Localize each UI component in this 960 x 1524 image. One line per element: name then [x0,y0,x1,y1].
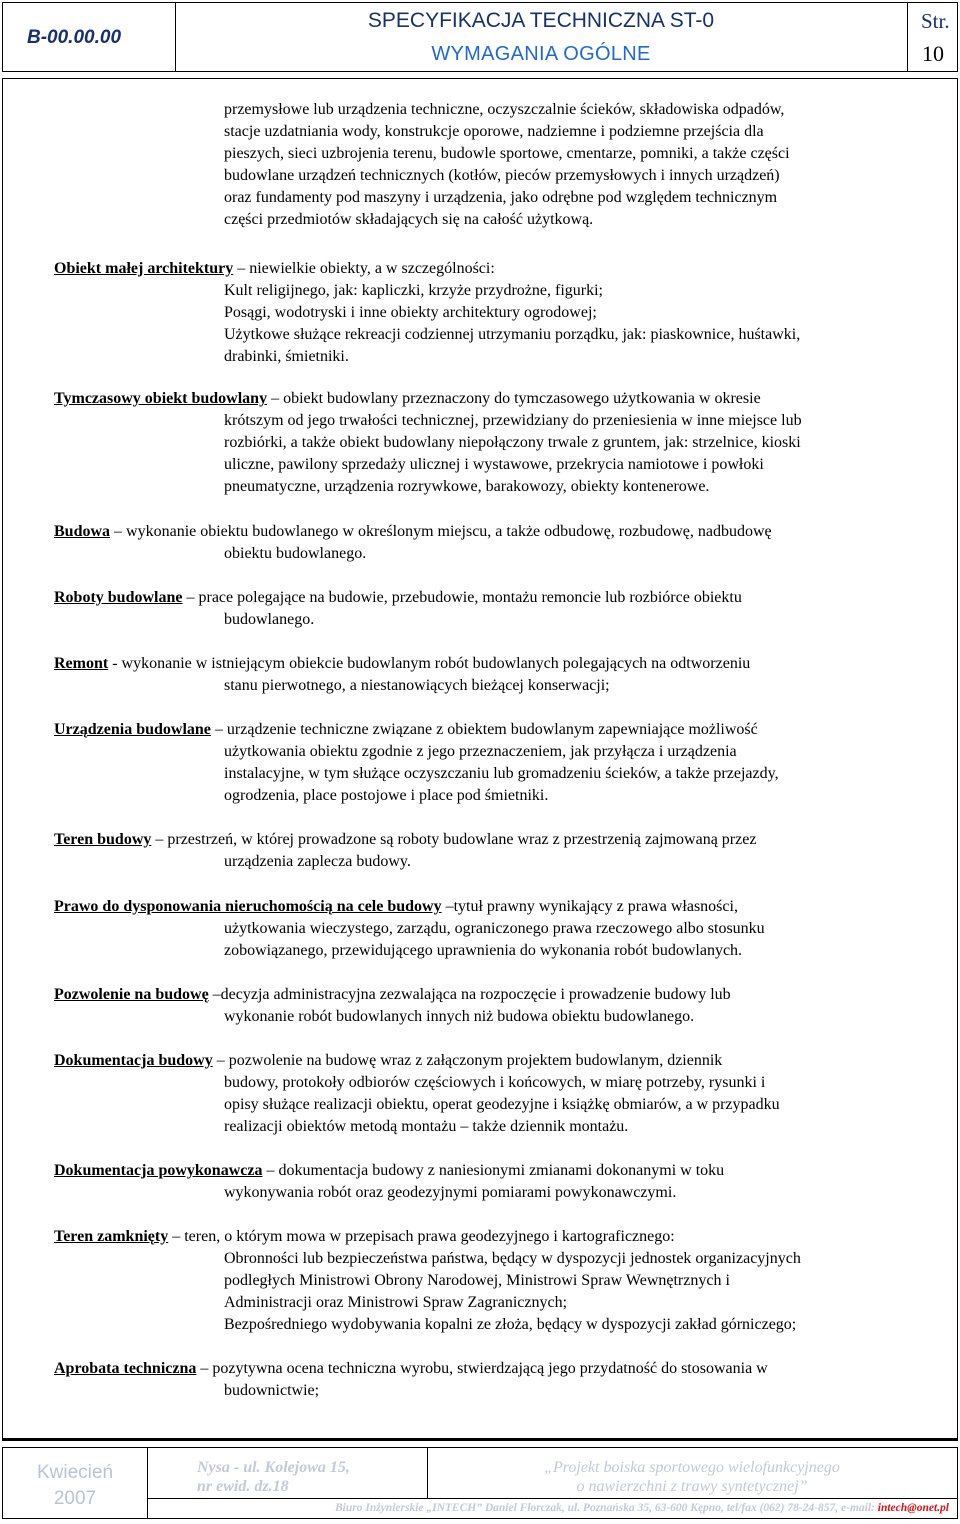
footer-year: 2007 [53,1488,97,1509]
definition-continuation [224,410,924,498]
page-label: Str. [921,9,950,33]
definition-urzadzenia-budowlane [54,719,914,741]
definition-line: Obronności lub bezpieczeństwa państwa, będący w dyspozycji jednostek organizacyjnych [224,1250,801,1267]
definition-term: Aprobata techniczna [54,1360,197,1377]
definition-continuation [224,918,924,962]
definition-term: Budowa [54,523,111,540]
definition-text: – pozytywna ocena techniczna wyrobu, stwierdzającą jego przydatność do stosowania w [196,1360,768,1377]
definition-term: Obiekt małej architektury [54,260,234,277]
definition-term: Dokumentacja budowy [54,1052,213,1069]
definition-text: – teren, o którym mowa w przepisach prawa geodezyjnego i kartograficznego: [168,1228,675,1245]
footer-address-line: Nysa - ul. Kolejowa 15, [197,1459,350,1476]
definition-line: podległych Ministrowi Obrony Narodowej, Ministrowi Spraw Wewnętrznych i [224,1272,730,1289]
footer-office-row [147,1498,957,1519]
definition-term: Prawo do dysponowania nieruchomością na cele budowy [54,898,442,915]
definition-line: użytkowania obiektu zgodnie z jego przeznaczeniem, jak przyłącza i urządzenia [224,743,737,760]
definition-line: instalacyjne, w tym służące oczyszczaniu lub gromadzeniu ścieków, a także przejazdy, [224,765,779,782]
footer-email-link[interactable]: intech@onet.pl [877,1502,949,1514]
definition-line: Użytkowe służące rekreacji codziennej utrzymaniu porządku, jak: piaskownice, huśtawki, [224,326,801,343]
definition-line: budownictwie; [224,1382,320,1399]
definition-text: –decyzja administracyjna zezwalająca na rozpoczęcie i prowadzenie budowy lub [208,986,731,1003]
definition-continuation [224,675,924,697]
document-code: B-00.00.00 [27,27,122,48]
definition-continuation [224,1380,924,1402]
definition-term: Dokumentacja powykonawcza [54,1162,263,1179]
intro-paragraph [224,99,924,231]
footer-project-cell [427,1448,957,1498]
definition-line: użytkowania wieczystego, zarządu, ograniczonego prawa rzeczowego albo stosunku [224,920,765,937]
definition-continuation [224,1072,924,1138]
footer-office-info [147,1502,949,1514]
definition-line: pneumatyczne, urządzenia rozrywkowe, barakowozy, obiekty kontenerowe. [224,478,710,495]
footer-month: Kwiecień [36,1462,114,1483]
footer-address-line: nr ewid. dz.18 [197,1478,289,1495]
definition-line: opisy służące realizacji obiektu, operat geodezyjne i książkę obmiarów, a w przypadku [224,1096,780,1113]
header-page-cell [907,3,957,71]
definition-term: Pozwolenie na budowę [54,986,209,1003]
definition-line: wykonywania robót oraz geodezyjnymi pomiarami powykonawczymi. [224,1184,677,1201]
definition-teren-budowy [54,829,914,851]
definition-term: Urządzenia budowlane [54,721,211,738]
footer-project-line: o nawierzchni z trawy syntetycznej” [576,1478,808,1495]
definition-line: zobowiązanego, przewidującego uprawnienia do wykonania robót budowlanych. [224,942,743,959]
definition-line: rozbiórki, a także obiekt budowlany niepołączony trwale z gruntem, jak: strzelnice, kioski [224,434,801,451]
definition-text: – pozwolenie na budowę wraz z załączonym projektem budowlanym, dziennik [212,1052,723,1069]
spec-subtitle: WYMAGANIA OGÓLNE [431,43,651,65]
definition-dokumentacja-budowy [54,1050,914,1072]
footer-project [427,1458,957,1496]
definition-budowa [54,521,914,543]
definition-text: – niewielkie obiekty, a w szczególności: [233,260,495,277]
definition-text: – przestrzeń, w której prowadzone są roboty budowlane wraz z przestrzenią zajmowaną przez [151,831,757,848]
definition-text: –tytuł prawny wynikający z prawa własności, [441,898,738,915]
definition-continuation [224,1182,924,1204]
definition-continuation [224,280,924,368]
definition-line: uliczne, pawilony sprzedaży ulicznej i wystawowe, przekrycia namiotowe i powłoki [224,456,764,473]
definition-continuation [224,851,924,873]
definition-continuation [224,543,924,565]
page-header [2,2,958,72]
definition-continuation [224,741,924,807]
definition-line: Kult religijnego, jak: kapliczki, krzyże przydrożne, figurki; [224,282,603,299]
footer-date-cell [3,1448,148,1518]
definition-line: budowy, protokoły odbiorów częściowych i końcowych, w miarę potrzeby, rysunki i [224,1074,766,1091]
definition-line: Posągi, wodotryski i inne obiekty architektury ogrodowej; [224,304,597,321]
definition-aprobata-techniczna [54,1358,914,1380]
definition-teren-zamkniety [54,1226,914,1248]
intro-line: stacje uzdatniania wody, konstrukcje oporowe, nadziemne i podziemne przejścia dla [224,123,764,140]
intro-line: oraz fundamenty pod maszyny i urządzenia, jako odrębne pod względem technicznym [224,189,778,206]
definition-line: ogrodzenia, place postojowe i place pod śmietniki. [224,787,549,804]
definition-term: Remont [54,655,109,672]
definition-obiekt-malej-architektury [54,258,914,280]
definition-text: – urządzenie techniczne związane z obiektem budowlanym zapewniające możliwość [210,721,758,738]
definition-line: Administracji oraz Ministrowi Spraw Zagranicznych; [224,1294,568,1311]
intro-line: pieszych, sieci uzbrojenia terenu, budowle sportowe, cmentarze, pomniki, a także części [224,145,790,162]
definition-line: wykonanie robót budowlanych innych niż budowa obiektu budowlanego. [224,1008,695,1025]
definition-line: urządzenia zaplecza budowy. [224,853,411,870]
definition-pozwolenie-na-budowe [54,984,914,1006]
header-code-cell [3,3,176,71]
footer-office-text: Biuro Inżynierskie „INTECH” Daniel Florczak, ul. Poznańska 35, 63-600 Kępno, tel/fax (062) 78-24-857, e-mail: [335,1502,878,1514]
footer-project-line: „Projekt boiska sportowego wielofunkcyjnego [544,1459,840,1476]
definition-line: obiektu budowlanego. [224,545,367,562]
definition-line: stanu pierwotnego, a niestanowiących bieżącej konserwacji; [224,677,610,694]
intro-line: części przedmiotów składających się na całość użytkową. [224,211,594,228]
definition-text: - wykonanie w istniejącym obiekcie budowlanym robót budowlanych polegających na odtworzeniu [108,655,751,672]
definition-text: – wykonanie obiektu budowlanego w określonym miejscu, a także odbudowę, rozbudowę, nadbudowę [110,523,772,540]
definition-text: – prace polegające na budowie, przebudowie, montażu remoncie lub rozbiórce obiektu [182,589,742,606]
definition-line: Bezpośredniego wydobywania kopalni ze złoża, będący w dyspozycji zakład górniczego; [224,1316,797,1333]
intro-line: przemysłowe lub urządzenia techniczne, oczyszczalnie ścieków, składowiska odpadów, [224,101,785,118]
definition-line: realizacji obiektów metodą montażu – także dziennik montażu. [224,1118,629,1135]
footer-address-cell [147,1448,428,1498]
definition-tymczasowy-obiekt [54,388,914,410]
page-number: 10 [922,41,944,66]
footer-address [197,1458,350,1496]
definition-term: Roboty budowlane [54,589,183,606]
definition-continuation [224,1006,924,1028]
page-footer [2,1447,958,1519]
spec-title: SPECYFIKACJA TECHNICZNA ST-0 [367,9,715,32]
definition-continuation [224,1248,924,1336]
header-title-cell [175,3,908,71]
definition-continuation [224,609,924,631]
definition-term: Teren zamknięty [54,1228,169,1245]
definition-roboty-budowlane [54,587,914,609]
definition-line: drabinki, śmietniki. [224,348,349,365]
definition-line: krótszym od jego trwałości technicznej, przewidziany do przeniesienia w inne miejsce lub [224,412,802,429]
definition-text: – obiekt budowlany przeznaczony do tymczasowego użytkowania w okresie [267,390,761,407]
definition-dokumentacja-powykonawcza [54,1160,914,1182]
definition-term: Tymczasowy obiekt budowlany [54,390,268,407]
definition-text: – dokumentacja budowy z naniesionymi zmianami dokonanymi w toku [262,1162,725,1179]
definition-term: Teren budowy [54,831,152,848]
definition-prawo-do-dysponowania [54,896,914,918]
intro-line: budowlane urządzeń technicznych (kotłów, pieców przemysłowych i innych urządzeń) [224,167,780,184]
definition-remont [54,653,914,675]
definition-line: budowlanego. [224,611,315,628]
